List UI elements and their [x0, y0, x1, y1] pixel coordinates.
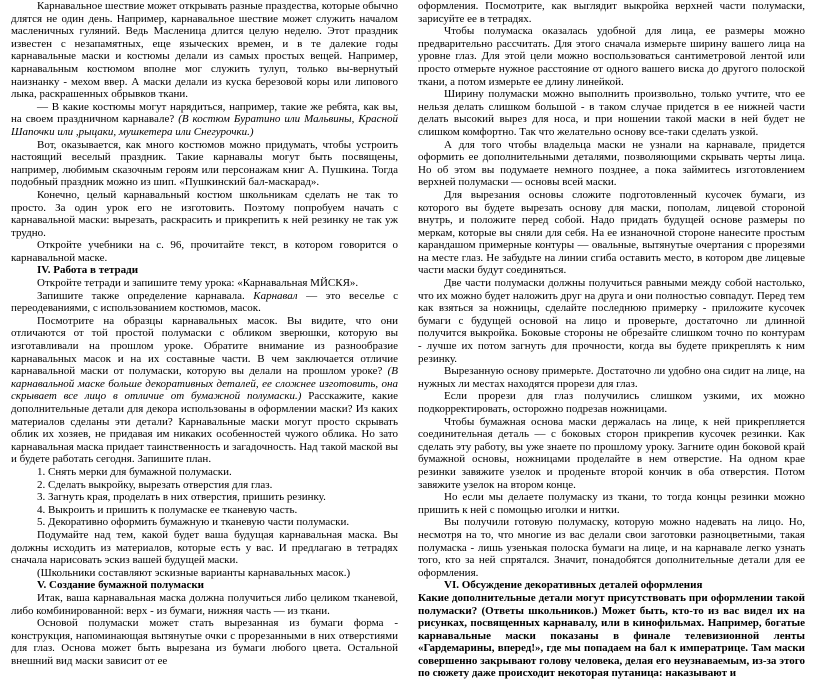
- answer-text: (В костюм Буратино или Мальвины, Красной Шапочки или ,рыцаки, мушкетера или Снегурочки.): [11, 113, 398, 138]
- definition-term: Карнавал: [253, 289, 298, 302]
- paragraph: Откройте тетради и запишите тему урока: «Карнавальная МЙСКЯ».: [37, 277, 359, 290]
- paragraph: Две части полумаски должны получиться равными между собой настолько, что их можно будет наложить друг на друга и они полностью совпадут. Перед тем как взяться за ножницы, сделайте последнюю примерку - приложите кусочек бумаги с будущей основой на лицо и проверьте, достаточно ли длинной получится выкройка. Боковые стороны не обрезайте слишком точно по контурам - лучше их потом загнуть для прочности, когда вы будете прикреплять к ним резинку.: [418, 277, 805, 365]
- list-item: 5. Декоративно оформить бумажную и тканевую части полумаски.: [37, 516, 350, 529]
- paragraph: Карнавальное шествие может открывать разные праздества, которые обычно длятся не один день. Например, карнавальное шествие может служить началом масленичных гуляний. Ведь Масленица длится целую неделю. Этот праздник известен с незапамятных, еще языческих времен, и в те далекие годы карнавальные маски и костюмы делали из самых простых вещей. Например, карнавальным костюмом вполне мог служить тулуп, только вы-вернутый наизнанку - мехом ввер. А маски делали из куска березовой коры или липового лыка, раскрашенных обрывков ткани.: [11, 0, 398, 101]
- section-heading: V. Создание бумажной полумаски: [37, 579, 205, 592]
- paragraph: Подумайте над тем, какой будет ваша будущая карнавальная маска. Вы должны исходить из материалов, которые есть у вас. И предлагаю в тетрадях сначала нарисовать эскиз вашей будущей маски.: [11, 528, 398, 567]
- paragraph: [11, 101, 398, 139]
- paragraph: Чтобы бумажная основа маски держалась на лице, к ней прикрепляется соединительная деталь — с боковых сторон прикрепив кусочек резинки. Как сделать эту работу, вы уже знаете по прошлому уроку. Загните один боковой край бумажной основы, ножницами проделайте в нем отверстие. На одном крае резинки завяжите узелок и проденьте второй кончик в оба отверстия. Потом завяжите узелок на втором конце.: [418, 415, 805, 491]
- paragraph: Откройте учебники на с. 96, прочитайте текст, в котором говорится о карнавальной маске.: [11, 239, 398, 264]
- paragraph: [11, 290, 398, 315]
- left-column: [11, 0, 398, 667]
- section-heading: IV. Работа в тетради: [37, 264, 139, 277]
- paragraph: Вы получили готовую полумаску, которую можно надевать на лицо. Но, несмотря на то, что многие из вас делали свои заготовки разноцветными, такая полумаска - лишь узенькая полоска бумаги на лице, и на карнавале легко узнать того, кто за ней спрятался. Значит, понадобятся дополнительные детали для ее оформления.: [418, 516, 805, 579]
- paragraph: А для того чтобы владельца маски не узнали на карнавале, придется оформить ее дополнительными деталями, позволяющими скрывать черты лица. Но об этом вы подумаете немного позднее, а пока займитесь изготовлением верхней полумаски — основы всей маски.: [418, 138, 805, 189]
- paragraph: оформления. Посмотрите, как выглядит выкройка верхней части полумаски, зарисуйте ее в тетрадях.: [418, 0, 805, 25]
- definition-intro: Запишите также определение карнавала.: [37, 289, 245, 302]
- answer-text: (В карнавальной маске больше декоративных деталей, ее сложнее изготовить, она скрывает все лицо в отличие от бумажной полумаски.): [11, 365, 399, 403]
- paragraph: Итак, ваша карнавальная маска должна получиться либо целиком тканевой, либо комбинированной: верх - из бумаги, нижняя часть — из ткани.: [11, 591, 398, 617]
- definition-text: — это веселье с переодеваниями, с использованием костюмов, масок.: [11, 289, 399, 315]
- paragraph: Вырезанную основу примерьте. Достаточно ли удобно она сидит на лице, на нужных ли местах находятся прорези для глаз.: [418, 365, 805, 390]
- paragraph: Но если мы делаете полумаску из ткани, то тогда концы резинки можно пришить к ней с помощью иголки и нитки.: [418, 491, 805, 516]
- paragraph: Для вырезания основы сложите подготовленный кусочек бумаги, из которого вы будете вырезать основу для маски, пополам, лицевой стороной внутрь, и положите перед собой. Надо придать будущей основе размеры по меркам, которые вы сняли для себя. На ее изнаночной стороне нанесите простым карандашом примерные контуры — овальные, вытянутые очертания с прорезями на месте глаз. Не забудьте на линии сгиба оставить место, в котором две лицевые части маски будут соединяться.: [418, 188, 805, 277]
- paragraph: (Школьники составляют эскизные варианты карнавальных масок.): [37, 566, 351, 579]
- list-item: 3. Загнуть края, проделать в них отверстия, пришить резинку.: [37, 491, 326, 504]
- paragraph: [11, 315, 398, 466]
- paragraph: Ширину полумаски можно выполнить произвольно, только учтите, что ее нельзя делать слишком большой - в таком случае придется в ее нижней части делать высокий вырез для носа, и при ношении такой маски в ней будет не слишком комфортно. Так что желательно основу все-таки сделать узкой.: [418, 88, 805, 138]
- paragraph-text: Посмотрите на образцы карнавальных масок. Вы видите, что они отличаются от той простой полумаски с обликом зверюшки, которую вы изготавливали на прошлом уроке. Обратите внимание из разнообразие карнавальных масок и на их составные части. В чем заключается отличие карнавальной маски от полумаски, которую вы делали на прошлом уроке?: [11, 314, 398, 378]
- paragraph-bold: Какие дополнительные детали могут присутствовать при оформлении такой полумаски? (Ответы школьников.) Может быть, кто-то из вас видел их на рисунках, посвященных карнавалу, или в кинофильмах. Например, богатые карнавальные маски показаны в финале телевизионной ленты «Гардемарины, вперед!», где мы попадаем на бал к императрице. Там маски совершенно закрывают голову человека, делая его неузнаваемым, из-за этого по сюжету даже происходит некоторая путаница: наказывают и: [418, 591, 805, 680]
- list-item: 4. Выкроить и пришить к полумаске ее тканевую часть.: [37, 503, 298, 516]
- paragraph: Конечно, целый карнавальный костюм школьникам сделать не так то просто. За один урок его не изготовить. Поэтому попробуем начать с карнавальной маски: вырезать, раскрасить и прикрепить к ней резинку не так уж трудно.: [11, 188, 398, 239]
- paragraph: Чтобы полумаска оказалась удобной для лица, ее размеры можно предварительно рассчитать. Для этого сначала измерьте ширину вашего лица на уровне глаз. Для этой цели можно воспользоваться сантиметровой лентой или просто отмерьте нужное расстояние от одного вашего виска до другого полоской ткани, а потом измерьте ее длину линейкой.: [418, 25, 805, 88]
- paragraph: Если прорези для глаз получились слишком узкими, их можно подкорректировать, осторожно подрезав ножницами.: [418, 390, 805, 415]
- list-item: 1. Снять мерки для бумажной полумаски.: [37, 465, 232, 478]
- paragraph: Основой полумаски может стать вырезанная из бумаги форма - конструкция, напоминающая вытянутые очки с прорезанными в них отверстиями для глаз. Основа может быть вырезана из бумаги любого цвета. Остальной внешний вид маски зависит от ее: [11, 617, 398, 667]
- paragraph: Вот, оказывается, как много костюмов можно придумать, чтобы устроить настоящий веселый праздник. Такие карнавалы могут быть посвящены, например, любимым сказочным героям или персонажам книг А. Пушкина. Тогда подобный праздник можно из шип. «Пушкинский бал-маскарад».: [11, 138, 398, 189]
- section-heading: VI. Обсуждение декоративных деталей оформления: [444, 579, 703, 592]
- list-item: 2. Сделать выкройку, вырезать отверстия для глаз.: [37, 478, 273, 491]
- question-text: — В какие костюмы могут нарядиться, например, такие же ребята, как вы, на своем праздничном карнавале?: [11, 100, 398, 126]
- right-column: [418, 0, 805, 680]
- plan-list: [11, 466, 398, 529]
- paragraph-text: Расскажите, какие дополнительные детали для декора использованы в оформлении маски? Из каких материалов сделаны эти детали? Карнавальные маски могут просто скрывать облик их хозяев, не придавая им никаких особенностей чужого облика. Но зато карнавальная маска придает таинственность и загадочность. Над такой маской вы и будете работать сегодня. Запишите план.: [11, 390, 398, 466]
